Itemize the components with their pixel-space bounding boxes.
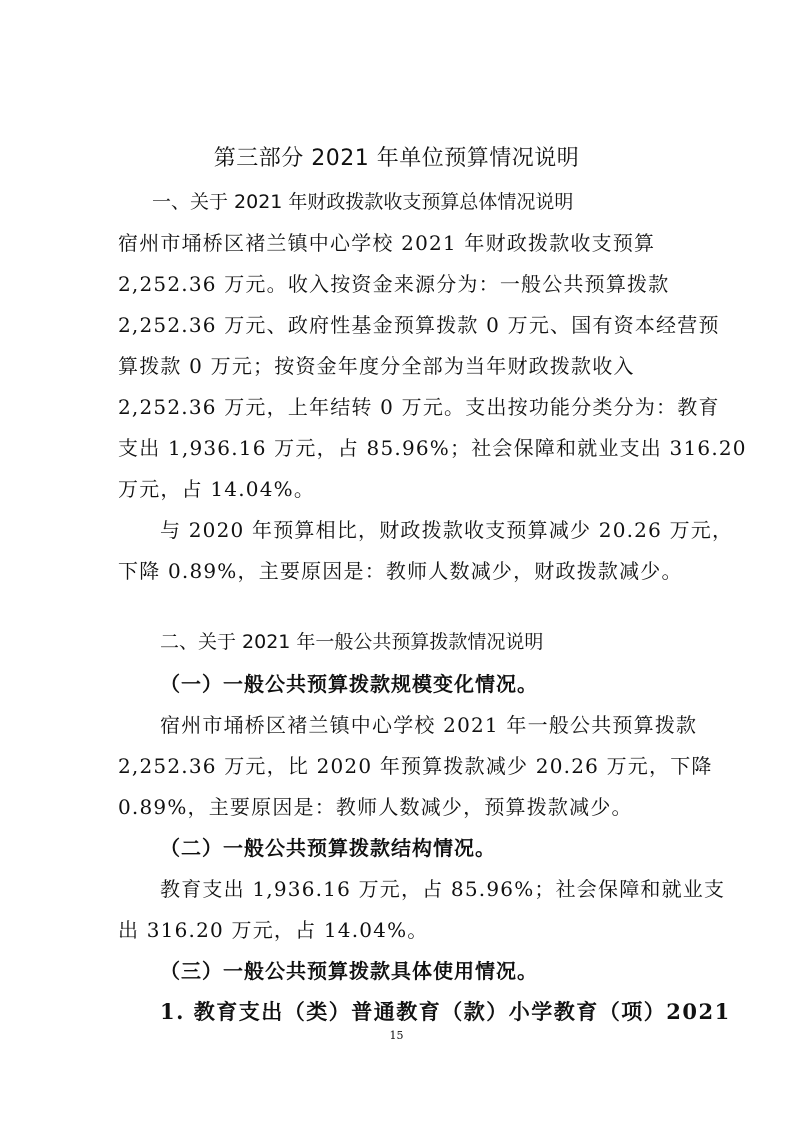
section1-para1-line: 支出 1,936.16 万元，占 85.96%；社会保障和就业支出 316.20 xyxy=(118,436,747,460)
section1-para1-line: 2,252.36 万元、政府性基金预算拨款 0 万元、国有资本经营预 xyxy=(118,313,720,337)
section1-para1-line: 宿州市埇桥区褚兰镇中心学校 2021 年财政拨款收支预算 xyxy=(118,231,656,255)
section2-sub1-line: 2,252.36 万元，比 2020 年预算拨款减少 20.26 万元，下降 xyxy=(118,754,713,778)
section1-para2-line: 下降 0.89%，主要原因是：教师人数减少，财政拨款减少。 xyxy=(118,559,683,583)
section2-heading: 二、关于 2021 年一般公共预算拨款情况说明 xyxy=(160,631,544,653)
section1-para1-line: 2,252.36 万元。收入按资金来源分为：一般公共预算拨款 xyxy=(118,272,670,296)
section1-para1-line: 算拨款 0 万元；按资金年度分全部为当年财政拨款收入 xyxy=(118,354,635,378)
section2-item1-heading: 1. 教育支出（类）普通教育（款）小学教育（项）2021 xyxy=(160,999,731,1024)
section1-para1-line: 万元，占 14.04%。 xyxy=(118,477,316,501)
section2-sub2-line: 出 316.20 万元，占 14.04%。 xyxy=(118,918,429,942)
section1-para2-line: 与 2020 年预算相比，财政拨款收支预算减少 20.26 万元， xyxy=(160,518,734,542)
section2-sub1-line: 0.89%，主要原因是：教师人数减少，预算拨款减少。 xyxy=(118,795,633,819)
section2-sub2-heading: （二）一般公共预算拨款结构情况。 xyxy=(160,836,496,860)
section1-para1-line: 2,252.36 万元，上年结转 0 万元。支出按功能分类分为：教育 xyxy=(118,395,720,419)
section2-sub1-line: 宿州市埇桥区褚兰镇中心学校 2021 年一般公共预算拨款 xyxy=(160,713,698,737)
page-number: 15 xyxy=(389,1029,404,1042)
section1-heading: 一、关于 2021 年财政拨款收支预算总体情况说明 xyxy=(152,191,574,213)
section2-sub2-line: 教育支出 1,936.16 万元，占 85.96%；社会保障和就业支 xyxy=(160,877,726,901)
section2-sub3-heading: （三）一般公共预算拨款具体使用情况。 xyxy=(160,959,538,983)
page-title: 第三部分 2021 年单位预算情况说明 xyxy=(213,146,580,171)
section2-sub1-heading: （一）一般公共预算拨款规模变化情况。 xyxy=(160,672,538,696)
